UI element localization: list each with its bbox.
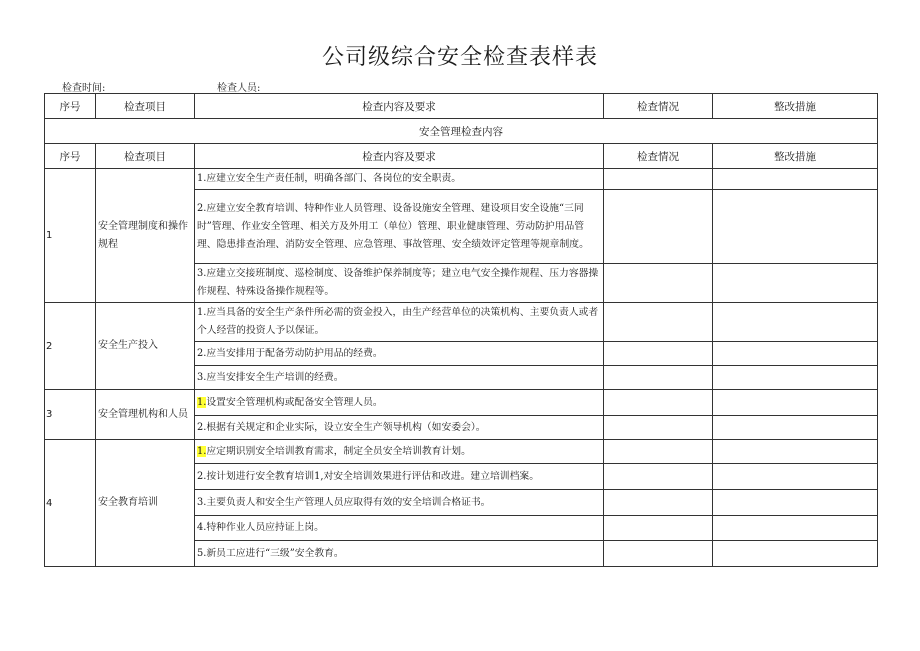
status-cell[interactable] (604, 169, 713, 190)
status-cell[interactable] (604, 464, 713, 490)
group-item: 安全管理制度和操作规程 (96, 169, 195, 303)
header-status: 检查情况 (604, 94, 713, 119)
group-number: 3 (45, 390, 96, 440)
status-cell[interactable] (604, 416, 713, 440)
action-cell[interactable] (713, 416, 878, 440)
action-cell[interactable] (713, 464, 878, 490)
action-cell[interactable] (713, 440, 878, 464)
section-row (45, 119, 878, 144)
action-cell[interactable] (713, 190, 878, 264)
action-cell[interactable] (713, 390, 878, 416)
header-action: 整改措施 (713, 94, 878, 119)
header-action: 整改措施 (713, 144, 878, 169)
action-cell[interactable] (713, 490, 878, 516)
table-row (45, 390, 878, 416)
group-number: 4 (45, 440, 96, 567)
requirement-cell: 2.应当安排用于配备劳动防护用品的经费。 (195, 342, 604, 366)
header-item: 检查项目 (96, 144, 195, 169)
inspection-table (44, 93, 878, 567)
header-row-repeat (45, 144, 878, 169)
group-number: 2 (45, 303, 96, 390)
group-item: 安全生产投入 (96, 303, 195, 390)
requirement-cell (195, 390, 604, 416)
status-cell[interactable] (604, 366, 713, 390)
requirement-cell: 1.应当具备的安全生产条件所必需的资金投入，由生产经营单位的决策机构、主要负责人或者个人经营的投资人予以保证。 (195, 303, 604, 342)
requirement-cell: 1.应建立安全生产责任制，明确各部门、各岗位的安全职责。 (195, 169, 604, 190)
status-cell[interactable] (604, 440, 713, 464)
action-cell[interactable] (713, 516, 878, 541)
requirement-cell: 2.按计划进行安全教育培训1,对安全培训效果进行评估和改进。建立培训档案。 (195, 464, 604, 490)
action-cell[interactable] (713, 169, 878, 190)
group-number: 1 (45, 169, 96, 303)
status-cell[interactable] (604, 342, 713, 366)
header-status: 检查情况 (604, 144, 713, 169)
group-item: 安全管理机构和人员 (96, 390, 195, 440)
action-cell[interactable] (713, 541, 878, 567)
requirement-text: 应定期识别安全培训教育需求，制定全员安全培训教育计划。 (206, 445, 471, 457)
requirement-cell: 3.应当安排安全生产培训的经费。 (195, 366, 604, 390)
document-title: 公司级综合安全检查表样表 (321, 45, 598, 70)
header-row (45, 94, 878, 119)
action-cell[interactable] (713, 342, 878, 366)
header-no: 序号 (45, 94, 96, 119)
header-no: 序号 (45, 144, 96, 169)
status-cell[interactable] (604, 390, 713, 416)
requirement-cell: 2.应建立安全教育培训、特种作业人员管理、设备设施安全管理、建设项目安全设施“三同时”管理、作业安全管理、相关方及外用工（单位）管理、职业健康管理、劳动防护用品管理、隐患排查治理、消防安全管理、应急管理、事故管理、安全绩效评定管理等规章制度。 (195, 190, 604, 264)
status-cell[interactable] (604, 303, 713, 342)
table-row (45, 303, 878, 342)
requirement-cell: 5.新员工应进行“三级”安全教育。 (195, 541, 604, 567)
status-cell[interactable] (604, 490, 713, 516)
header-content: 检查内容及要求 (195, 94, 604, 119)
status-cell[interactable] (604, 190, 713, 264)
header-item: 检查项目 (96, 94, 195, 119)
status-cell[interactable] (604, 516, 713, 541)
group-item: 安全教育培训 (96, 440, 195, 567)
status-cell[interactable] (604, 264, 713, 303)
table-row (45, 169, 878, 190)
status-cell[interactable] (604, 541, 713, 567)
inspector-label: 检查人员: (217, 83, 261, 94)
section-title: 安全管理检查内容 (45, 119, 878, 144)
action-cell[interactable] (713, 264, 878, 303)
requirement-cell (195, 440, 604, 464)
check-time-label: 检查时间: (62, 83, 106, 94)
header-content: 检查内容及要求 (195, 144, 604, 169)
requirement-cell: 4.特种作业人员应持证上岗。 (195, 516, 604, 541)
requirement-text: 设置安全管理机构或配备安全管理人员。 (206, 396, 383, 408)
requirement-cell: 2.根据有关规定和企业实际，设立安全生产领导机构（如安委会）。 (195, 416, 604, 440)
highlight-marker: 1. (197, 445, 207, 457)
highlight-marker: 1. (197, 396, 207, 408)
action-cell[interactable] (713, 366, 878, 390)
requirement-cell: 3.主要负责人和安全生产管理人员应取得有效的安全培训合格证书。 (195, 490, 604, 516)
action-cell[interactable] (713, 303, 878, 342)
requirement-cell: 3.应建立交接班制度、巡检制度、设备维护保养制度等；建立电气安全操作规程、压力容器操作规程、特殊设备操作规程等。 (195, 264, 604, 303)
table-row (45, 440, 878, 464)
